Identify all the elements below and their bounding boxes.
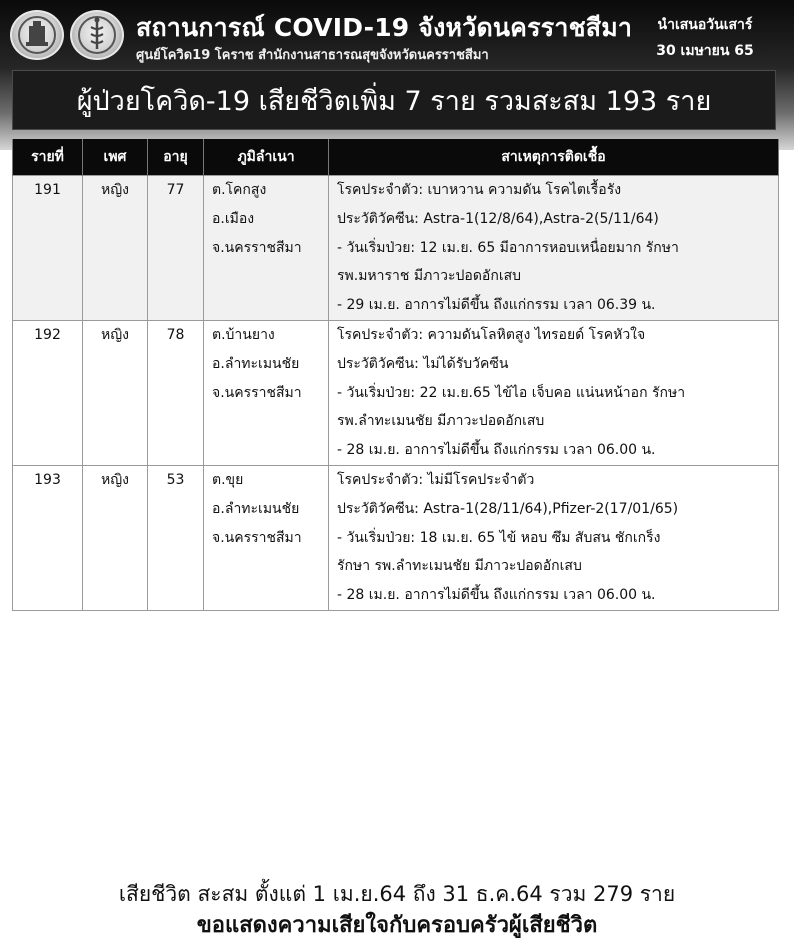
cause-line: ประวัติวัคซีน: Astra-1(28/11/64),Pfizer-2(17/01/65): [337, 500, 679, 517]
cause-line: โรคประจำตัว: ไม่มีโรคประจำตัว: [337, 471, 535, 488]
cause-line: ประวัติวัคซีน: ไม่ได้รับวัคซีน: [337, 355, 509, 372]
subdistrict: ต.ขุย: [212, 471, 244, 488]
cause-line: รักษา รพ.ลำทะเมนชัย มีภาวะปอดอักเสบ: [337, 558, 582, 575]
age-cell: 77: [148, 176, 204, 321]
province: จ.นครราชสีมา: [212, 384, 302, 401]
ministry-public-health-seal-icon: [70, 10, 124, 60]
headline-text: ผู้ป่วยโควิด-19 เสียชีวิตเพิ่ม 7 ราย รวมสะสม 193 ราย: [76, 85, 712, 117]
deaths-table: [12, 139, 779, 611]
date-block: [630, 12, 780, 64]
table-row: [13, 465, 779, 610]
presented-label: นำเสนอวันเสาร์: [657, 17, 753, 33]
headline-banner: [12, 70, 776, 130]
district: อ.เมือง: [212, 211, 255, 227]
province: จ.นครราชสีมา: [212, 240, 302, 256]
province: จ.นครราชสีมา: [212, 529, 302, 546]
case-no-cell: 192: [13, 320, 83, 465]
domicile-cell: [204, 176, 329, 321]
domicile-cell: [204, 320, 329, 465]
district: อ.ลำทะเมนชัย: [212, 500, 300, 517]
subdistrict: ต.บ้านยาง: [212, 326, 275, 343]
col-header-case-no: รายที่: [13, 139, 83, 176]
cause-line: - วันเริ่มป่วย: 18 เม.ย. 65 ไข้ หอบ ซึม สับสน ชักเกร็ง: [337, 529, 661, 546]
table-header-row: [13, 139, 779, 176]
cause-line: รพ.มหาราช มีภาวะปอดอักเสบ: [337, 268, 522, 285]
col-header-cause: สาเหตุการติดเชื้อ: [329, 139, 779, 176]
sex-cell: หญิง: [83, 320, 148, 465]
header-band: [0, 0, 794, 150]
cause-cell: [329, 465, 779, 610]
cause-line: - วันเริ่มป่วย: 12 เม.ย. 65 มีอาการหอบเหนื่อยมาก รักษา: [337, 239, 679, 256]
cause-line: - 29 เม.ย. อาการไม่ดีขึ้น ถึงแก่กรรม เวลา 06.39 น.: [337, 297, 656, 314]
cause-line: รพ.ลำทะเมนชัย มีภาวะปอดอักเสบ: [337, 413, 545, 430]
cause-line: โรคประจำตัว: ความดันโลหิตสูง ไทรอยด์ โรคหัวใจ: [337, 326, 646, 343]
report-date: 30 เมษายน 65: [656, 43, 754, 59]
condolence-text: ขอแสดงความเสียใจกับครอบครัวผู้เสียชีวิต: [196, 913, 598, 938]
case-no-cell: 191: [13, 176, 83, 321]
cause-line: - 28 เม.ย. อาการไม่ดีขึ้น ถึงแก่กรรม เวลา 06.00 น.: [337, 442, 656, 459]
cause-cell: [329, 320, 779, 465]
page-subtitle: ศูนย์โควิด19 โคราช สำนักงานสาธารณสุขจังหวัดนครราชสีมา: [136, 48, 489, 63]
sex-cell: หญิง: [83, 465, 148, 610]
cause-line: - 28 เม.ย. อาการไม่ดีขึ้น ถึงแก่กรรม เวลา 06.00 น.: [337, 587, 656, 604]
table-row: [13, 320, 779, 465]
age-cell: 53: [148, 465, 204, 610]
domicile-cell: [204, 465, 329, 610]
col-header-age: อายุ: [148, 139, 204, 176]
col-header-domicile: ภูมิลำเนา: [204, 139, 329, 176]
col-header-sex: เพศ: [83, 139, 148, 176]
case-no-cell: 193: [13, 465, 83, 610]
cause-line: - วันเริ่มป่วย: 22 เม.ย.65 ไข้ไอ เจ็บคอ แน่นหน้าอก รักษา: [337, 384, 686, 401]
subdistrict: ต.โคกสูง: [212, 182, 267, 198]
age-cell: 78: [148, 320, 204, 465]
sex-cell: หญิง: [83, 176, 148, 321]
district: อ.ลำทะเมนชัย: [212, 355, 300, 372]
page-title: สถานการณ์ COVID-19 จังหวัดนครราชสีมา: [136, 13, 633, 42]
cause-cell: [329, 176, 779, 321]
table-row: [13, 176, 779, 321]
cause-line: ประวัติวัคซีน: Astra-1(12/8/64),Astra-2(5/11/64): [337, 210, 659, 227]
cause-line: โรคประจำตัว: เบาหวาน ความดัน โรคไตเรื้อรัง: [337, 182, 622, 198]
cumulative-deaths-text: เสียชีวิต สะสม ตั้งแต่ 1 เม.ย.64 ถึง 31 ธ.ค.64 รวม 279 ราย: [118, 882, 676, 906]
provincial-health-seal-icon: [10, 10, 64, 60]
